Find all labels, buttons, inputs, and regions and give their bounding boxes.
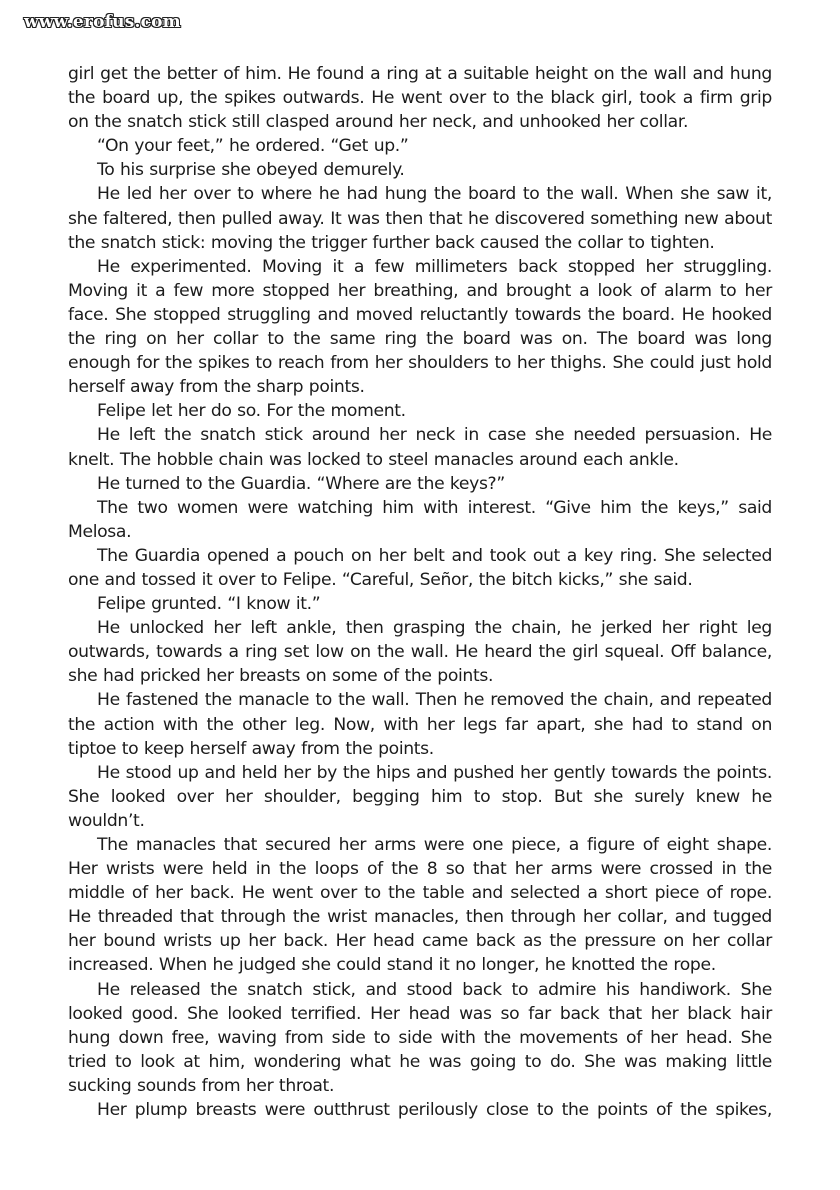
paragraph: The Guardia opened a pouch on her belt and took out a key ring. She selected one and tossed it over to Felipe. “Careful, Señor, the bitch kicks,” she said.: [68, 545, 772, 590]
story-text-column: [68, 62, 772, 1122]
paragraph: He unlocked her left ankle, then grasping the chain, he jerked her right leg outwards, towards a ring set low on the wall. He heard the girl squeal. Off balance, she had pricked her breasts on some of the points.: [68, 618, 772, 687]
paragraph: The two women were watching him with interest. “Give him the keys,” said Melosa.: [68, 497, 772, 542]
paragraph: He led her over to where he had hung the board to the wall. When she saw it, she faltered, then pulled away. It was then that he discovered something new about the snatch stick: moving the trigger further back caused the collar to tighten.: [68, 184, 772, 253]
paragraph: To his surprise she obeyed demurely.: [97, 160, 405, 181]
paragraph: He experimented. Moving it a few millimeters back stopped her struggling. Moving it a few more stopped her breathing, and brought a look of alarm to her face. She stopped struggling and moved reluctantly towards the board. He hooked the ring on her collar to the same ring the board was on. The board was long enough for the spikes to reach from her shoulders to her thighs. She could just hold herself away from the sharp points.: [68, 256, 772, 398]
paragraph: girl get the better of him. He found a ring at a suitable height on the wall and hung the board up, the spikes outwards. He went over to the black girl, took a firm grip on the snatch stick still clasped around her neck, and unhooked her collar.: [68, 64, 772, 133]
site-watermark: www.erofus.com: [24, 12, 181, 32]
paragraph: Her plump breasts were outthrust perilously close to the points of the spikes,: [97, 1100, 772, 1121]
paragraph: The manacles that secured her arms were one piece, a figure of eight shape. Her wrists were held in the loops of the 8 so that her arms were crossed in the middle of her back. He went over to the table and selected a short piece of rope. He threaded that through the wrist manacles, then through her collar, and tugged her bound wrists up her back. Her head came back as the pressure on her collar increased. When he judged she could stand it no longer, he knotted the rope.: [68, 835, 772, 976]
paragraph: He turned to the Guardia. “Where are the keys?”: [97, 473, 505, 494]
paragraph: He stood up and held her by the hips and pushed her gently towards the points. She looked over her shoulder, begging him to stop. But she surely knew he wouldn’t.: [68, 762, 772, 831]
paragraph: He left the snatch stick around her neck in case she needed persuasion. He knelt. The hobble chain was locked to steel manacles around each ankle.: [68, 425, 772, 470]
paragraph: He fastened the manacle to the wall. Then he removed the chain, and repeated the action with the other leg. Now, with her legs far apart, she had to stand on tiptoe to keep herself away from the points.: [68, 690, 772, 759]
paragraph: “On your feet,” he ordered. “Get up.”: [97, 136, 409, 157]
paragraph: He released the snatch stick, and stood back to admire his handiwork. She looked good. She looked terrified. Her head was so far back that her black hair hung down free, waving from side to side with the movements of her head. She tried to look at him, wondering what he was going to do. She was making little sucking sounds from her throat.: [68, 979, 772, 1096]
paragraph: Felipe grunted. “I know it.”: [97, 594, 321, 615]
paragraph: Felipe let her do so. For the moment.: [97, 401, 406, 422]
